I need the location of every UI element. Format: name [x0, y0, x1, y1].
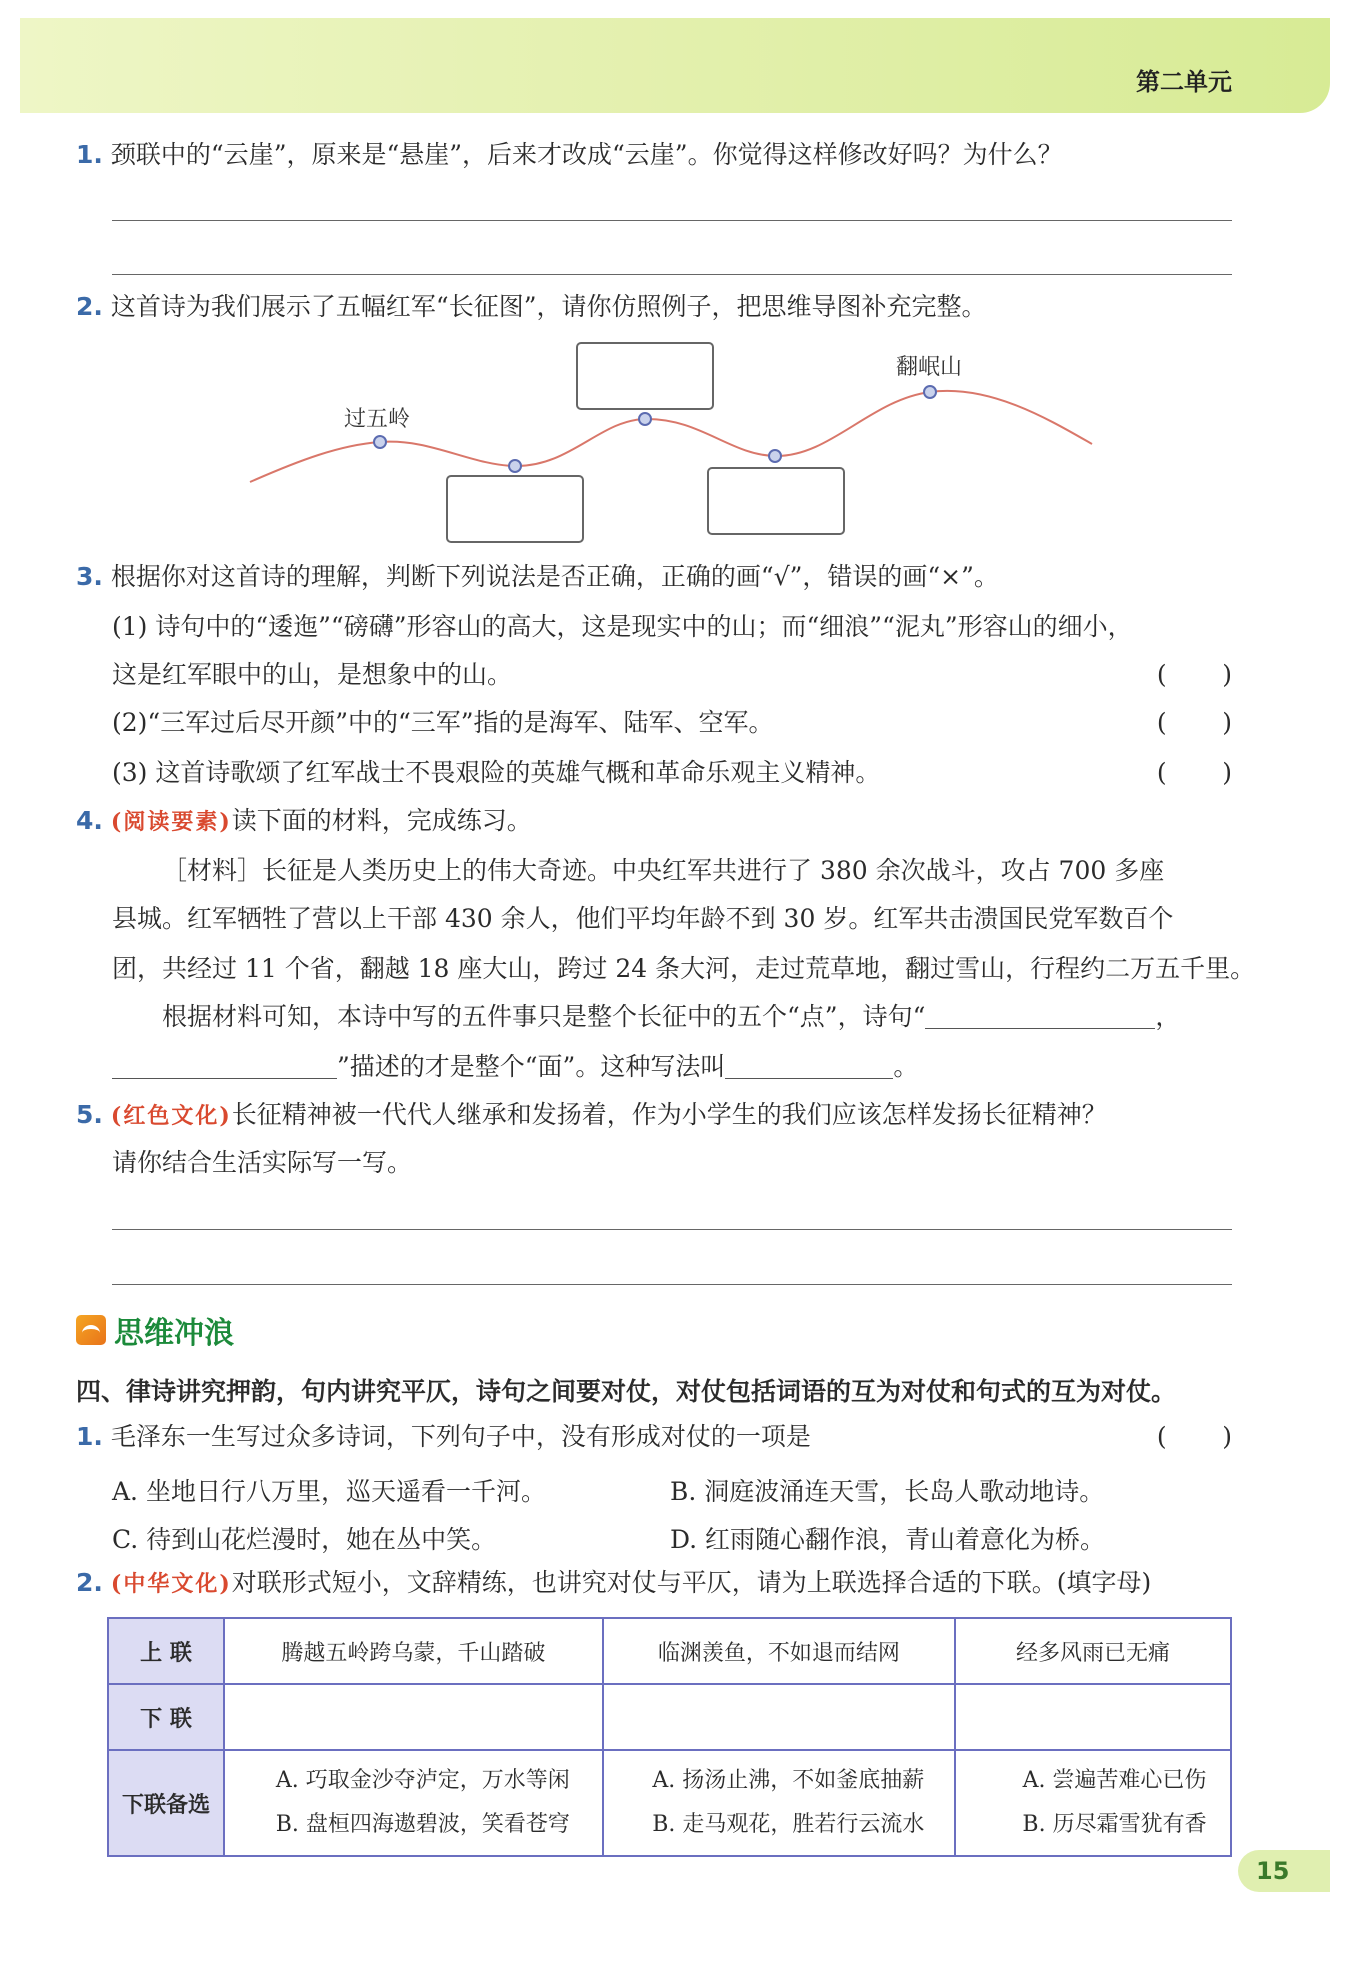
answer-paren[interactable]: ( ): [1156, 758, 1232, 787]
question-number: 2.: [76, 292, 103, 321]
q4-prompt-2: ”描述的才是整个“面”。这种写法叫: [337, 1052, 726, 1081]
question-3: [76, 560, 999, 594]
q4-prompt: 根据材料可知，本诗中写的五件事只是整个长征中的五个“点”，诗句“: [162, 1002, 926, 1031]
label-fan-minshan: 翻岷山: [896, 355, 963, 380]
question-number: 5.: [76, 1100, 103, 1129]
q3-item-1-line-1: (1) 诗句中的“逶迤”“磅礴”形容山的高大，这是现实中的山；而“细浪”“泥丸”形容山的细小，: [112, 612, 1133, 641]
lower-answer-cell-3[interactable]: [955, 1684, 1231, 1750]
answer-line[interactable]: [112, 1284, 1232, 1285]
option-d[interactable]: D. 红雨随心翻作浪，青山着意化为桥。: [670, 1525, 1106, 1554]
choice-b: B. 盘桓四海遨碧波，笑看苍穹: [275, 1812, 570, 1837]
question-text: 读下面的材料，完成练习。: [231, 806, 532, 835]
question-number: 3.: [76, 562, 103, 591]
table-row: [108, 1618, 1231, 1684]
answer-box-bottom-right: [708, 468, 844, 534]
culture-tag: (红色文化): [110, 1103, 232, 1129]
question-text: 根据你对这首诗的理解，判断下列说法是否正确，正确的画“√”，错误的画“×”。: [110, 562, 999, 591]
q4-answer-line-2: [112, 1050, 918, 1084]
upper-couplet-2: 临渊羡鱼，不如退而结网: [603, 1618, 955, 1684]
choice-a: A. 巧取金沙夺泸定，万水等闲: [275, 1768, 570, 1793]
unit-title: 第二单元: [1136, 68, 1232, 96]
fill-blank[interactable]: [112, 1052, 337, 1079]
answer-paren[interactable]: ( ): [1156, 660, 1232, 689]
question-number: 1.: [76, 1422, 103, 1451]
question-text: 毛泽东一生写过众多诗词，下列句子中，没有形成对仗的一项是: [110, 1422, 811, 1451]
reading-tag: (阅读要素): [110, 809, 232, 835]
choice-a: A. 尝遍苦难心已伤: [1022, 1768, 1207, 1793]
section-statement: 四、律诗讲究押韵，句内讲究平仄，诗句之间要对仗，对仗包括词语的互为对仗和句式的互为对仗。: [76, 1377, 1177, 1406]
choices-cell-1: [224, 1750, 603, 1856]
option-a[interactable]: A. 坐地日行八万里，巡天遥看一千河。: [112, 1477, 546, 1506]
route-point: [639, 413, 651, 425]
mind-map: [0, 0, 1350, 560]
question-4: [76, 804, 532, 839]
q4-answer-line-1: [162, 1000, 1180, 1034]
choice-b: B. 走马观花，胜若行云流水: [652, 1812, 925, 1837]
choices-cell-3: [955, 1750, 1231, 1856]
question-number: 4.: [76, 806, 103, 835]
couplet-table: [107, 1617, 1232, 1857]
question-text: 对联形式短小，文辞精练，也讲究对仗与平仄，请为上联选择合适的下联。(填字母): [231, 1568, 1152, 1597]
answer-box-bottom-left: [447, 476, 583, 542]
q3-item-2: (2)“三军过后尽开颜”中的“三军”指的是海军、陆军、空军。: [112, 708, 774, 737]
option-c[interactable]: C. 待到山花烂漫时，她在丛中笑。: [112, 1525, 497, 1554]
q4-comma: ，: [1155, 1002, 1181, 1031]
q4-period: 。: [893, 1052, 919, 1081]
route-point: [509, 460, 521, 472]
page-number: 15: [1238, 1850, 1330, 1892]
route-point: [769, 450, 781, 462]
table-row: [108, 1684, 1231, 1750]
exercise-2: [76, 1566, 1151, 1601]
exercise-1: [76, 1420, 811, 1454]
material-line-1: ［材料］长征是人类历史上的伟大奇迹。中央红军共进行了 380 余次战斗，攻占 700 多座: [162, 856, 1165, 885]
lower-answer-cell-1[interactable]: [224, 1684, 603, 1750]
question-text: 长征精神被一代代人继承和发扬着，作为小学生的我们应该怎样发扬长征精神？: [231, 1100, 1107, 1129]
material-line-3: 团，共经过 11 个省，翻越 18 座大山，跨过 24 条大河，走过荒草地，翻过雪山，行程约二万五千里。: [112, 954, 1256, 983]
label-guo-wuling: 过五岭: [344, 407, 411, 432]
fill-blank[interactable]: [925, 1002, 1155, 1029]
option-b[interactable]: B. 洞庭波涌连天雪，长岛人歌动地诗。: [670, 1477, 1105, 1506]
answer-line[interactable]: [112, 1229, 1232, 1230]
q5-text-2: 请你结合生活实际写一写。: [112, 1148, 413, 1177]
section-heading: [76, 1308, 234, 1352]
wave-icon: [76, 1315, 106, 1345]
question-text: 颈联中的“云崖”，原来是“悬崖”，后来才改成“云崖”。你觉得这样修改好吗？为什么？: [110, 140, 1063, 169]
route-point: [924, 386, 936, 398]
question-5: [76, 1098, 1107, 1133]
culture-tag: (中华文化): [110, 1571, 232, 1597]
answer-paren[interactable]: ( ): [1156, 1422, 1232, 1451]
row-label-lower: 下 联: [108, 1684, 224, 1750]
q3-item-3: (3) 这首诗歌颂了红军战士不畏艰险的英雄气概和革命乐观主义精神。: [112, 758, 881, 787]
q3-item-1-line-2: 这是红军眼中的山，是想象中的山。: [112, 660, 513, 689]
choice-b: B. 历尽霜雪犹有香: [1022, 1812, 1207, 1837]
answer-paren[interactable]: ( ): [1156, 708, 1232, 737]
section-title: 思维冲浪: [114, 1316, 234, 1351]
question-text: 这首诗为我们展示了五幅红军“长征图”，请你仿照例子，把思维导图补充完整。: [110, 292, 987, 321]
answer-box-top: [577, 343, 713, 409]
question-number: 1.: [76, 140, 103, 169]
upper-couplet-1: 腾越五岭跨乌蒙，千山踏破: [224, 1618, 603, 1684]
route-point: [374, 436, 386, 448]
fill-blank[interactable]: [725, 1052, 893, 1079]
upper-couplet-3: 经多风雨已无痛: [955, 1618, 1231, 1684]
choice-a: A. 扬汤止沸，不如釜底抽薪: [652, 1768, 925, 1793]
lower-answer-cell-2[interactable]: [603, 1684, 955, 1750]
material-line-2: 县城。红军牺牲了营以上干部 430 余人，他们平均年龄不到 30 岁。红军共击溃国民党军数百个: [112, 904, 1174, 933]
table-row: [108, 1750, 1231, 1856]
row-label-upper: 上 联: [108, 1618, 224, 1684]
row-label-choices: 下联备选: [108, 1750, 224, 1856]
choices-cell-2: [603, 1750, 955, 1856]
question-number: 2.: [76, 1568, 103, 1597]
